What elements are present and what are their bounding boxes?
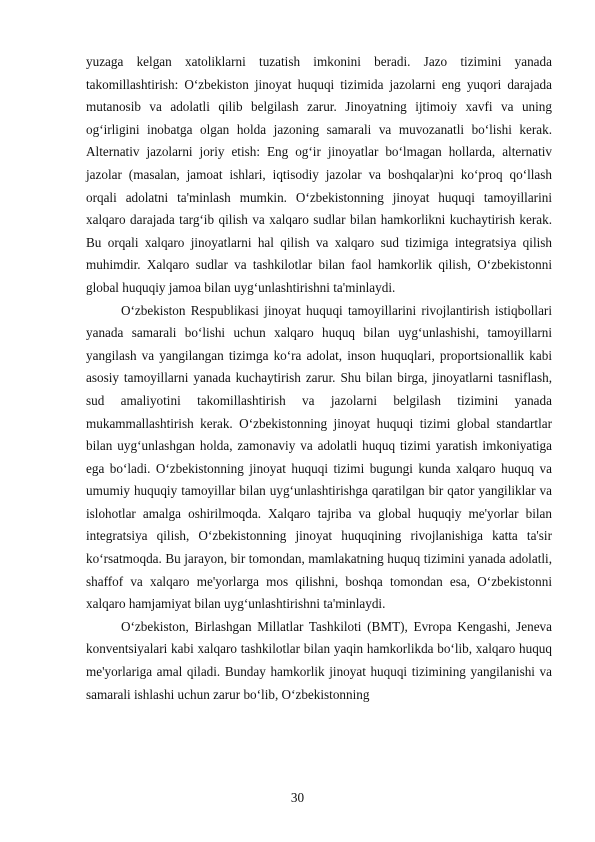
document-page bbox=[86, 51, 552, 706]
paragraph-1: yuzaga kelgan xatoliklarni tuzatish imkonini beradi. Jazo tizimini yanada takomillashtirish: O‘zbekiston jinoyat huquqi tizimida jazolarni eng yuqori darajada mutanosib va adolatli qilib belgilash zarur. Jinoyatning ijtimoiy xavfi va uning og‘irligini inobatga olgan holda jazoning samarali va muvozanatli bo‘lishi kerak. Alternativ jazolarni joriy etish: Eng og‘ir jinoyatlar bo‘lmagan hollarda, alternativ jazolar (masalan, jamoat ishlari, iqtisodiy jazolar va boshqalar)ni ko‘proq qo‘llash orqali adolatni ta'minlash mumkin. O‘zbekistonning jinoyat huquqi tamoyillarini xalqaro darajada targ‘ib qilish va xalqaro sudlar bilan hamkorlikni kuchaytirish kerak. Bu orqali xalqaro jinoyatlarni hal qilish va xalqaro sud tizimiga integratsiya qilish muhimdir. Xalqaro sudlar va tashkilotlar bilan faol hamkorlik qilish, O‘zbekistonni global huquqiy jamoa bilan uyg‘unlashtirishni ta'minlaydi. bbox=[86, 54, 552, 295]
page-number: 30 bbox=[290, 790, 305, 805]
paragraph-3: O‘zbekiston, Birlashgan Millatlar Tashkiloti (BMT), Evropa Kengashi, Jeneva konventsiyalari kabi xalqaro tashkilotlar bilan yaqin hamkorlikda bo‘lib, xalqaro huquq me'yorlariga amal qiladi. Bunday hamkorlik jinoyat huquqi tizimining yangilanishi va samarali ishlashi uchun zarur bo‘lib, O‘zbekistonning bbox=[86, 618, 552, 702]
paragraph-2: O‘zbekiston Respublikasi jinoyat huquqi tamoyillarini rivojlantirish istiqbollari yanada samarali bo‘lishi uchun xalqaro huquq bilan uyg‘unlashishi, tamoyillarni yangilash va yangilangan tizimga ko‘ra adolat, inson huquqlari, proportsionallik kabi asosiy tamoyillarni yanada kuchaytirish zarur. Shu bilan birga, jinoyatlarni tasniflash, sud amaliyotini takomillashtirish va jazolarni belgilash tizimini yanada mukammallashtirish kerak. O‘zbekistonning jinoyat huquqi tizimi global standartlar bilan uyg‘unlashgan holda, zamonaviy va adolatli huquq tizimi yaratish imkoniyatiga ega bo‘ladi. O‘zbekistonning jinoyat huquqi tizimi bugungi kunda xalqaro huquq va umumiy huquqiy tamoyillar bilan uyg‘unlashtirishga qaratilgan bir qator yangiliklar va islohotlar amalga oshirilmoqda. Xalqaro tajriba va global huquqiy me'yorlar bilan integratsiya qilish, O‘zbekistonning jinoyat huquqining rivojlanishiga katta ta'sir ko‘rsatmoqda. Bu jarayon, bir tomondan, mamlakatning huquq tizimini yanada adolatli, shaffof va xalqaro me'yorlarga mos qilishni, boshqa tomondan esa, O‘zbekistonni xalqaro hamjamiyat bilan uyg‘unlashtirishni ta'minlaydi. bbox=[86, 302, 552, 612]
